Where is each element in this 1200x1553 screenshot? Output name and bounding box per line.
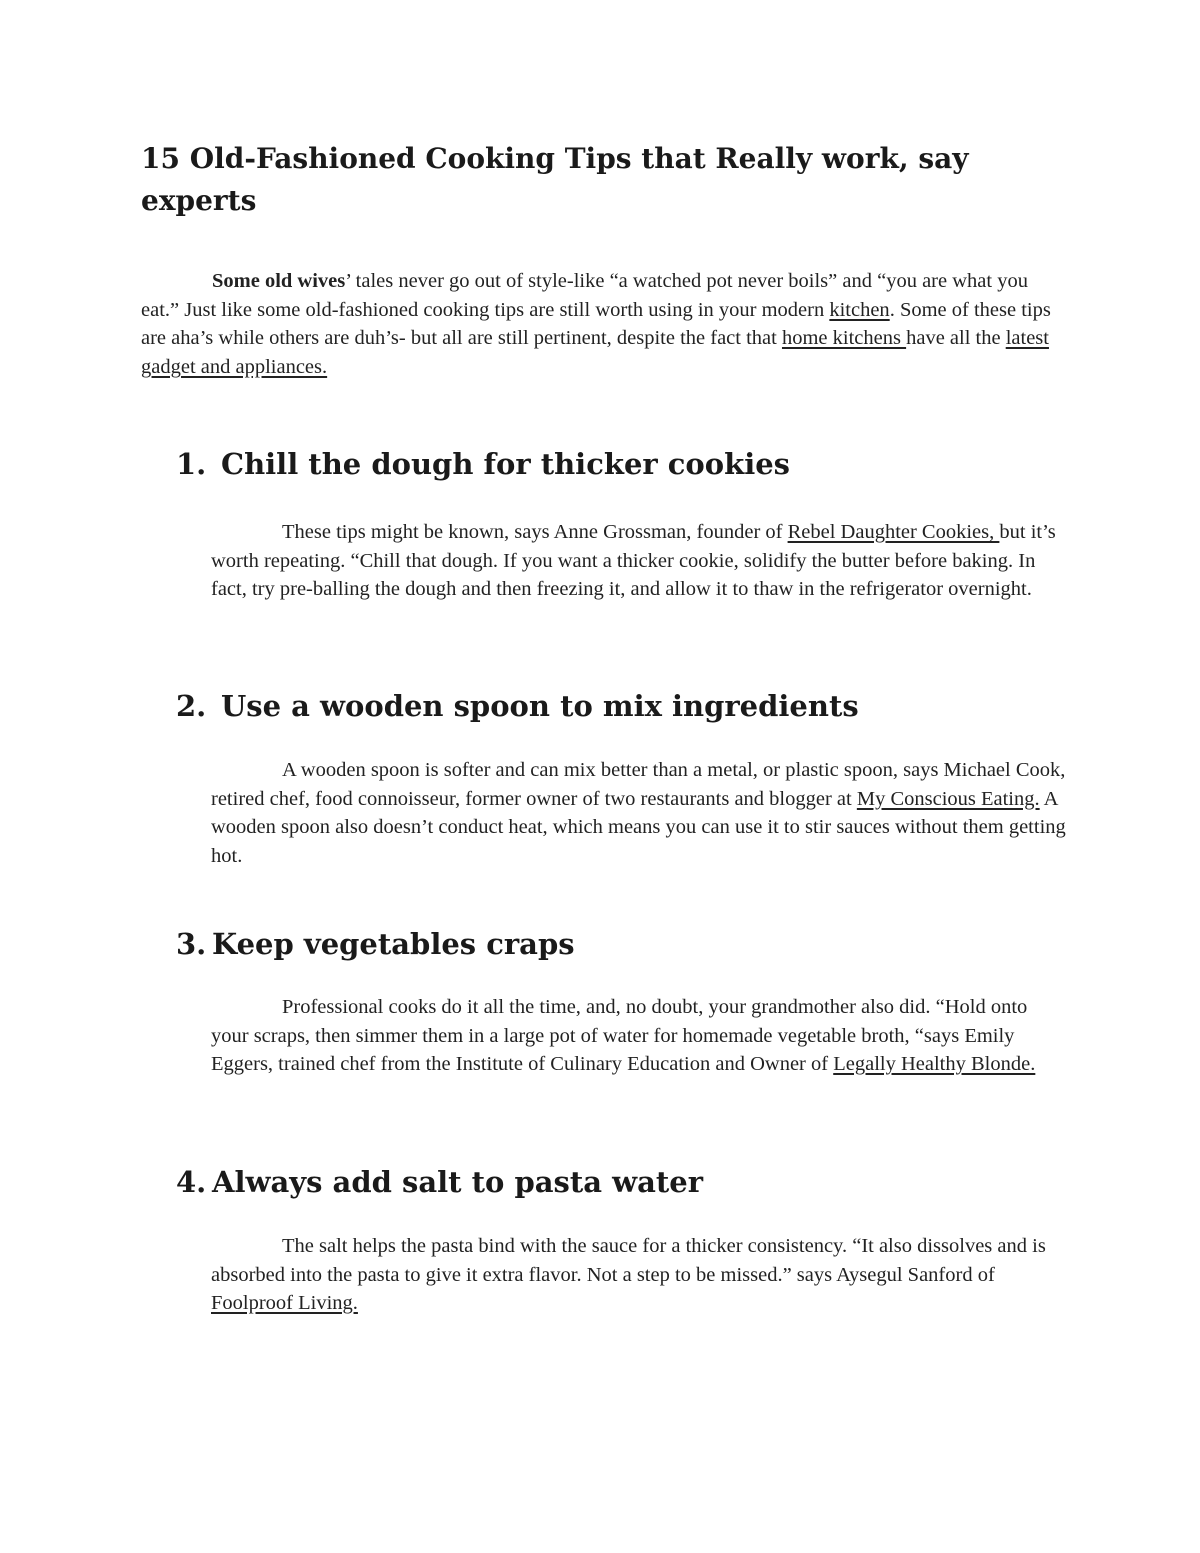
article-title: 15 Old-Fashioned Cooking Tips that Really work, say experts	[141, 142, 969, 217]
section-2-text-1: A wooden spoon is softer and can mix better than a metal, or plastic spoon, says Michael Cook, retired chef, food connoisseur, former owner of two restaurants and blogger at	[211, 759, 1066, 810]
section-2-body	[211, 756, 1069, 870]
section-1-heading	[176, 444, 790, 484]
section-4-body	[211, 1232, 1069, 1318]
section-4-heading	[176, 1162, 703, 1202]
intro-text-3: have all the	[906, 327, 1006, 350]
section-1-body	[211, 518, 1069, 604]
home-kitchens-link[interactable]: home kitchens	[781, 327, 907, 350]
intro-text-1: ’ tales never go out of style-like “a watched pot never boils” and “you are what you eat.” Just like some old-fashioned cooking tips are still worth using in your modern	[141, 270, 1028, 321]
section-1-text-1: These tips might be known, says Anne Grossman, founder of	[282, 521, 788, 543]
section-2-number: 2.	[176, 689, 207, 723]
section-4-text-1: The salt helps the pasta bind with the sauce for a thicker consistency. “It also dissolves and is absorbed into the pasta to give it extra flavor. Not a step to be missed.” says Aysegul Sanford of	[211, 1235, 1046, 1286]
legally-healthy-blonde-link[interactable]: Legally Healthy Blonde.	[833, 1053, 1036, 1075]
section-3-number: 3.	[176, 927, 207, 961]
section-1-title: Chill the dough for thicker cookies	[221, 447, 790, 481]
section-1-text-2: but it’s worth repeating. “Chill that dough. If you want a thicker cookie, solidify the butter before baking. In fact, try pre-balling the dough and then freezing it, and allow it to thaw in the refrigerator overnight.	[211, 521, 1056, 600]
gadgets-link[interactable]: latest gadget and appliances.	[141, 327, 1049, 379]
section-3-title: Keep vegetables craps	[212, 927, 575, 961]
section-4-title: Always add salt to pasta water	[212, 1165, 704, 1199]
rebel-daughter-link[interactable]: Rebel Daughter Cookies,	[787, 521, 1000, 543]
intro-paragraph	[141, 267, 1066, 382]
kitchen-link[interactable]: kitchen	[829, 298, 890, 321]
intro-text-2: . Some of these tips are aha’s while others are duh’s- but all are still pertinent, despite the fact that	[141, 298, 1051, 350]
my-conscious-eating-link[interactable]: My Conscious Eating.	[856, 787, 1040, 810]
section-3-text-1: Professional cooks do it all the time, and, no doubt, your grandmother also did. “Hold onto your scraps, then simmer them in a large pot of water for homemade vegetable broth, “says Emily Eggers, trained chef from the Institute of Culinary Education and Owner of	[211, 996, 1028, 1075]
section-2-title: Use a wooden spoon to mix ingredients	[221, 689, 859, 723]
section-4-number: 4.	[176, 1165, 207, 1199]
section-1-number: 1.	[176, 447, 207, 481]
intro-lead: Some old wives	[212, 270, 346, 292]
section-3-heading	[176, 924, 575, 964]
section-3-body	[211, 993, 1069, 1079]
section-2-heading	[176, 686, 859, 726]
section-2-text-2: A wooden spoon also doesn’t conduct heat, which means you can use it to stir sauces without them getting hot.	[211, 787, 1066, 867]
foolproof-living-link[interactable]: Foolproof Living.	[211, 1292, 358, 1314]
